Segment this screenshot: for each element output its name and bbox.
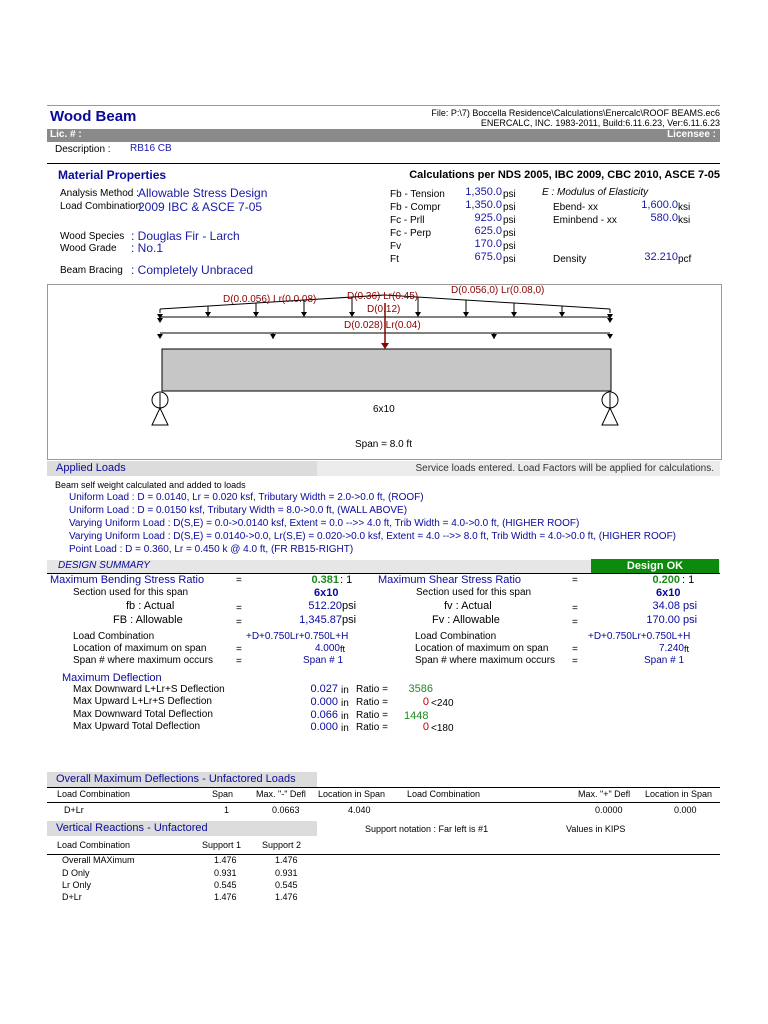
deflection-unit: in	[341, 698, 349, 709]
load-line: Point Load : D = 0.360, Lr = 0.450 k @ 4.0 ft, (FR RB15-RIGHT)	[69, 544, 354, 555]
table-cell: 0.000	[674, 805, 697, 815]
applied-heading: Applied Loads	[56, 462, 126, 474]
licensee-label: Licensee :	[667, 129, 716, 140]
emin-value: 580.0	[650, 212, 678, 224]
lc-value: +D+0.750Lr+0.750L+H	[246, 631, 349, 642]
support-notation: Support notation : Far left is #1	[365, 824, 489, 834]
file-path: File: P:\7) Boccella Residence\Calculations\Enercalc\ROOF BEAMS.ec6	[431, 108, 720, 118]
loadcombo-value: 2009 IBC & ASCE 7-05	[138, 200, 263, 214]
col-header: Max. "-" Defl	[256, 789, 306, 799]
col-header: Support 1	[202, 840, 242, 850]
deflection-label: Max Upward L+Lr+S Deflection	[73, 696, 212, 707]
left-support	[152, 392, 168, 425]
overall-heading: Overall Maximum Deflections - Unfactored Loads	[56, 773, 296, 785]
fb-label: fb : Actual	[126, 600, 175, 612]
ratio-label: Ratio =	[356, 722, 388, 733]
col-header: Max. "+" Defl	[578, 789, 631, 799]
col-header: Support 2	[262, 840, 302, 850]
load-line: Uniform Load : D = 0.0150 ksf, Tributary Width = 8.0->0.0 ft, (WALL ABOVE)	[69, 505, 408, 516]
e-heading: E : Modulus of Elasticity	[542, 187, 649, 198]
prop-value: 1,350.0	[465, 199, 502, 211]
bending-section-label: Section used for this span	[73, 587, 189, 598]
density-unit: pcf	[678, 254, 692, 265]
fb-unit: psi	[342, 600, 357, 612]
load-label-4: D(0.12)	[367, 304, 401, 315]
ratio-value: 0	[422, 721, 429, 733]
deflection-unit: in	[341, 711, 349, 722]
sh-lc-label: Load Combination	[415, 631, 497, 642]
grade-value: : No.1	[131, 241, 164, 255]
loc-value: 4.000	[314, 643, 340, 654]
deflection-unit: in	[341, 685, 349, 696]
table-cell: 0.931	[214, 868, 237, 878]
sh-loc-value: 7.240	[658, 643, 684, 654]
sh-spanno-eq: =	[572, 656, 578, 667]
load-label-3: D(0.056,0) Lr(0.08,0)	[451, 285, 545, 296]
span-label: Span = 8.0 ft	[355, 439, 412, 450]
col-header: Location in Span	[318, 789, 386, 799]
load-label-1: D(0.0.056) Lr(0.0.08)	[223, 294, 317, 305]
fv-label: fv : Actual	[444, 600, 492, 612]
col-header: Load Combination	[407, 789, 481, 799]
summary-heading: DESIGN SUMMARY	[58, 560, 150, 571]
units-note: Values in KIPS	[566, 824, 626, 834]
prop-value: 1,350.0	[465, 186, 502, 198]
shear-ratio-suffix: : 1	[682, 574, 695, 586]
description-value: RB16 CB	[130, 143, 172, 154]
load-line: Varying Uniform Load : D(S,E) = 0.0->0.0140 ksf, Extent = 0.0 -->> 4.0 ft, Trib Width = 4.0->0.0 ft, (HIGHER ROOF)	[69, 518, 580, 529]
shear-ratio: 0.200	[652, 574, 680, 586]
species-label: Wood Species	[60, 231, 125, 242]
spanno-label: Span # where maximum occurs	[73, 655, 214, 666]
table-cell: 0.545	[275, 880, 298, 890]
deflection-label: Max Upward Total Deflection	[73, 721, 201, 732]
ratio-label: Ratio =	[356, 684, 388, 695]
lic-label: Lic. # :	[50, 129, 82, 140]
prop-label: Fb - Compr	[390, 202, 441, 213]
bending-section-value: 6x10	[314, 587, 339, 599]
fv-value: 34.08	[652, 600, 680, 612]
table-cell: 1.476	[275, 892, 298, 902]
fv-unit: psi	[683, 600, 698, 612]
prop-unit: psi	[503, 215, 516, 226]
analysis-value: Allowable Stress Design	[138, 186, 268, 200]
point-load-arrowhead	[381, 343, 389, 349]
analysis-label: Analysis Method :	[60, 188, 139, 199]
ebend-value: 1,600.0	[641, 199, 678, 211]
right-support	[602, 392, 618, 425]
section-label: 6x10	[373, 404, 395, 415]
prop-value: 675.0	[474, 251, 502, 263]
prop-unit: psi	[503, 254, 516, 265]
prop-value: 625.0	[474, 225, 502, 237]
table-cell: D+Lr	[62, 892, 82, 902]
sh-lc-value: +D+0.750Lr+0.750L+H	[588, 631, 691, 642]
beam-rect	[162, 349, 611, 391]
deflection-label: Max Downward Total Deflection	[73, 709, 213, 720]
applied-note: Service loads entered. Load Factors will be applied for calculations.	[415, 463, 714, 474]
table-cell: 4.040	[348, 805, 371, 815]
table-cell: 1	[224, 805, 230, 815]
FB-unit: psi	[342, 614, 357, 626]
ratio-limit: <240	[431, 698, 454, 709]
deflection-unit: in	[341, 723, 349, 734]
bending-ratio: 0.381	[311, 574, 339, 586]
lc-label: Load Combination	[73, 631, 155, 642]
FB-eq: =	[236, 617, 242, 628]
ratio-limit: <180	[431, 723, 454, 734]
bracing-label: Beam Bracing	[60, 265, 123, 276]
shear-section-label: Section used for this span	[416, 587, 532, 598]
description-label: Description :	[55, 144, 111, 155]
table-cell: 0.545	[214, 880, 237, 890]
page-title: Wood Beam	[50, 108, 137, 125]
deflection-value: 0.000	[310, 696, 338, 708]
col-header: Location in Span	[645, 789, 713, 799]
grade-label: Wood Grade	[60, 243, 117, 254]
bending-eq: =	[236, 575, 242, 586]
density-label: Density	[553, 254, 587, 265]
deflection-label: Max Downward L+Lr+S Deflection	[73, 684, 225, 695]
ratio-label: Ratio =	[356, 710, 388, 721]
table-cell: Lr Only	[62, 880, 92, 890]
shear-label: Maximum Shear Stress Ratio	[378, 574, 522, 586]
fv-eq: =	[572, 603, 578, 614]
spanno-eq: =	[236, 656, 242, 667]
deflection-value: 0.027	[310, 683, 338, 695]
col-header: Span	[212, 789, 234, 799]
prop-label: Fv	[390, 241, 402, 252]
ratio-value: 3586	[408, 683, 433, 695]
deflection-heading: Maximum Deflection	[62, 672, 162, 684]
table-cell: 0.0663	[272, 805, 300, 815]
code-references: Calculations per NDS 2005, IBC 2009, CBC 2010, ASCE 7-05	[409, 169, 720, 181]
loc-unit: ft	[340, 644, 346, 654]
bending-ratio-suffix: : 1	[340, 574, 353, 586]
FB-label: FB : Allowable	[113, 614, 183, 626]
bending-label: Maximum Bending Stress Ratio	[50, 574, 205, 586]
FB-value: 1,345.87	[299, 614, 342, 626]
Fv-eq: =	[572, 617, 578, 628]
deflection-value: 0.000	[310, 721, 338, 733]
prop-label: Ft	[390, 254, 399, 265]
prop-label: Fc - Prll	[390, 215, 425, 226]
build-info: ENERCALC, INC. 1983-2011, Build:6.11.6.23, Ver:6.11.6.23	[480, 118, 720, 128]
spanno-value: Span # 1	[303, 655, 344, 666]
Fv-label: Fv : Allowable	[432, 614, 500, 626]
selfweight-note: Beam self weight calculated and added to loads	[55, 480, 246, 490]
load-label-5: D(0.028) Lr(0.04)	[344, 320, 421, 331]
loadcombo-label: Load Combination	[60, 201, 142, 212]
prop-value: 170.0	[474, 238, 502, 250]
load-line: Varying Uniform Load : D(S,E) = 0.0140->0.0, Lr(S,E) = 0.020->0.0 ksf, Extent = 4.0 -->> 8.0 ft, Trib Width = 4.0->0.0 ft, (HIGHER ROOF)	[69, 531, 677, 542]
deflection-value: 0.066	[310, 709, 338, 721]
shear-section-value: 6x10	[656, 587, 681, 599]
col-header: Load Combination	[57, 840, 131, 850]
material-heading: Material Properties	[58, 168, 167, 182]
table-cell: Overall MAXimum	[62, 855, 135, 865]
sh-spanno-label: Span # where maximum occurs	[415, 655, 556, 666]
table-cell: 0.0000	[595, 805, 623, 815]
density-value: 32.210	[644, 251, 678, 263]
license-bar	[47, 129, 720, 142]
table-cell: 1.476	[214, 855, 237, 865]
prop-label: Fc - Perp	[390, 228, 432, 239]
load-line: Uniform Load : D = 0.0140, Lr = 0.020 ksf, Tributary Width = 2.0->0.0 ft, (ROOF)	[69, 492, 424, 503]
table-cell: 1.476	[275, 855, 298, 865]
table-cell: D Only	[62, 868, 90, 878]
design-status-badge: Design OK	[591, 559, 719, 573]
loc-label: Location of maximum on span	[73, 643, 207, 654]
sh-loc-unit: ft	[684, 644, 690, 654]
table-cell: D+Lr	[64, 805, 84, 815]
reactions-heading: Vertical Reactions - Unfactored	[56, 822, 208, 834]
table-cell: 1.476	[214, 892, 237, 902]
prop-unit: psi	[503, 228, 516, 239]
loc-eq: =	[236, 644, 242, 655]
prop-unit: psi	[503, 202, 516, 213]
sh-loc-label: Location of maximum on span	[415, 643, 549, 654]
bracing-value: : Completely Unbraced	[131, 263, 254, 277]
beam-diagram	[47, 284, 722, 460]
fb-value: 512.20	[308, 600, 342, 612]
ratio-value: 1448	[404, 710, 429, 722]
prop-value: 925.0	[474, 212, 502, 224]
ratio-label: Ratio =	[356, 697, 388, 708]
sh-loc-eq: =	[572, 644, 578, 655]
Fv-unit: psi	[683, 614, 698, 626]
prop-unit: psi	[503, 241, 516, 252]
ebend-label: Ebend- xx	[553, 202, 599, 213]
fb-eq: =	[236, 603, 242, 614]
prop-unit: psi	[503, 189, 516, 200]
shear-eq: =	[572, 575, 578, 586]
Fv-value: 170.00	[646, 614, 680, 626]
emin-unit: ksi	[678, 215, 691, 226]
ebend-unit: ksi	[678, 202, 691, 213]
species-value: : Douglas Fir - Larch	[131, 229, 240, 243]
emin-label: Eminbend - xx	[553, 215, 617, 226]
ratio-value: 0	[422, 696, 429, 708]
sh-spanno-value: Span # 1	[644, 655, 685, 666]
prop-label: Fb - Tension	[390, 189, 445, 200]
table-cell: 0.931	[275, 868, 298, 878]
col-header: Load Combination	[57, 789, 131, 799]
load-label-2: D(0.36) Lr(0.45)	[347, 291, 419, 302]
